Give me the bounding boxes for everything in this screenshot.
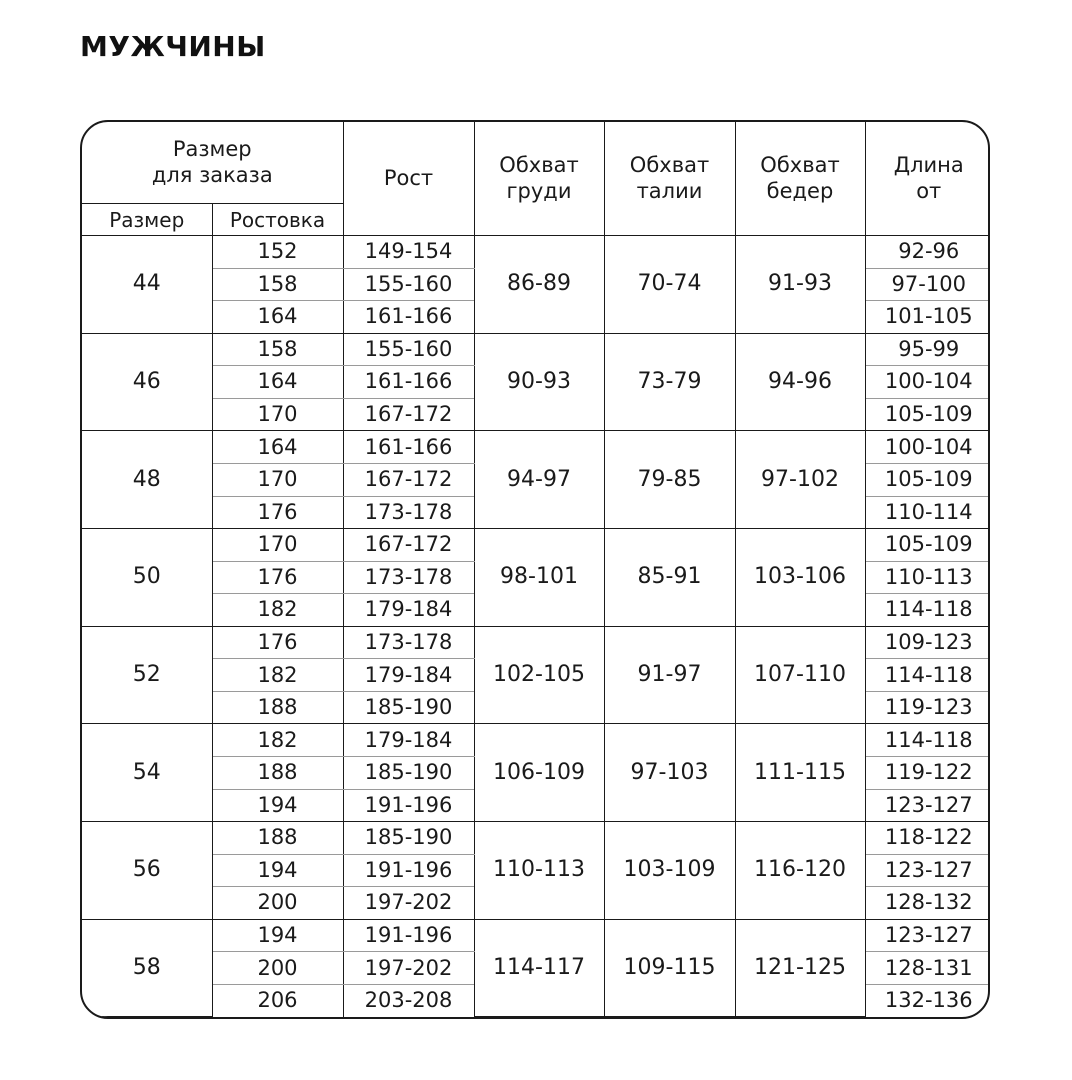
- rostovka-cell: 176: [212, 626, 343, 659]
- rostovka-cell: 188: [212, 757, 343, 790]
- rostovka-cell: 194: [212, 789, 343, 822]
- rostovka-cell: 164: [212, 301, 343, 334]
- rostovka-cell: 164: [212, 431, 343, 464]
- height-cell: 179-184: [343, 659, 474, 692]
- size-cell: 58: [82, 919, 212, 1016]
- hips-cell: 103-106: [735, 529, 865, 627]
- rostovka-cell: 206: [212, 984, 343, 1016]
- waist-cell: 91-97: [604, 626, 735, 724]
- height-cell: 167-172: [343, 398, 474, 431]
- header-length-line2: от: [916, 178, 942, 203]
- height-cell: 197-202: [343, 952, 474, 985]
- height-cell: 191-196: [343, 919, 474, 952]
- height-cell: 161-166: [343, 301, 474, 334]
- length-cell: 97-100: [865, 268, 990, 301]
- header-length: [865, 122, 990, 236]
- header-hips-line1: Обхват: [760, 153, 840, 178]
- header-order-size-line1: Размер: [172, 137, 252, 162]
- table-row: [82, 626, 990, 659]
- rostovka-cell: 176: [212, 561, 343, 594]
- length-cell: 95-99: [865, 333, 990, 366]
- rostovka-cell: 158: [212, 268, 343, 301]
- chest-cell: 102-105: [474, 626, 604, 724]
- header-hips-line2: бедер: [766, 178, 834, 203]
- height-cell: 185-190: [343, 822, 474, 855]
- table-row: [82, 822, 990, 855]
- height-cell: 155-160: [343, 333, 474, 366]
- table-row: [82, 724, 990, 757]
- length-cell: 114-118: [865, 594, 990, 627]
- hips-cell: 116-120: [735, 822, 865, 920]
- height-cell: 173-178: [343, 561, 474, 594]
- header-height-label: Рост: [383, 165, 434, 190]
- hips-cell: 94-96: [735, 333, 865, 431]
- size-cell: 52: [82, 626, 212, 724]
- table-row: [82, 919, 990, 952]
- chest-cell: 90-93: [474, 333, 604, 431]
- length-cell: 109-123: [865, 626, 990, 659]
- length-cell: 118-122: [865, 822, 990, 855]
- height-cell: 191-196: [343, 854, 474, 887]
- height-cell: 185-190: [343, 757, 474, 790]
- rostovka-cell: 170: [212, 463, 343, 496]
- chest-cell: 110-113: [474, 822, 604, 920]
- size-cell: 54: [82, 724, 212, 822]
- height-cell: 185-190: [343, 691, 474, 724]
- length-cell: 100-104: [865, 431, 990, 464]
- length-cell: 123-127: [865, 789, 990, 822]
- hips-cell: 97-102: [735, 431, 865, 529]
- length-cell: 114-118: [865, 659, 990, 692]
- height-cell: 197-202: [343, 887, 474, 920]
- header-chest: [474, 122, 604, 236]
- rostovka-cell: 170: [212, 398, 343, 431]
- rostovka-cell: 164: [212, 366, 343, 399]
- length-cell: 101-105: [865, 301, 990, 334]
- rostovka-cell: 200: [212, 952, 343, 985]
- waist-cell: 85-91: [604, 529, 735, 627]
- chest-cell: 114-117: [474, 919, 604, 1016]
- header-hips: [735, 122, 865, 236]
- header-size: Размер: [82, 204, 212, 236]
- rostovka-cell: 176: [212, 496, 343, 529]
- length-cell: 123-127: [865, 854, 990, 887]
- table-row: [82, 333, 990, 366]
- rostovka-cell: 182: [212, 659, 343, 692]
- rostovka-cell: 200: [212, 887, 343, 920]
- rostovka-cell: 188: [212, 822, 343, 855]
- hips-cell: 111-115: [735, 724, 865, 822]
- length-cell: 119-122: [865, 757, 990, 790]
- waist-cell: 97-103: [604, 724, 735, 822]
- waist-cell: 73-79: [604, 333, 735, 431]
- page-title: МУЖЧИНЫ: [80, 30, 266, 63]
- header-chest-line2: груди: [506, 178, 572, 203]
- rostovka-cell: 194: [212, 854, 343, 887]
- height-cell: 203-208: [343, 984, 474, 1016]
- height-cell: 149-154: [343, 236, 474, 269]
- size-cell: 46: [82, 333, 212, 431]
- height-cell: 161-166: [343, 366, 474, 399]
- height-cell: 167-172: [343, 463, 474, 496]
- waist-cell: 70-74: [604, 236, 735, 334]
- length-cell: 114-118: [865, 724, 990, 757]
- size-cell: 48: [82, 431, 212, 529]
- length-cell: 105-109: [865, 398, 990, 431]
- height-cell: 191-196: [343, 789, 474, 822]
- waist-cell: 103-109: [604, 822, 735, 920]
- waist-cell: 109-115: [604, 919, 735, 1016]
- size-cell: 56: [82, 822, 212, 920]
- hips-cell: 107-110: [735, 626, 865, 724]
- table-row: [82, 431, 990, 464]
- chest-cell: 98-101: [474, 529, 604, 627]
- rostovka-cell: 170: [212, 529, 343, 562]
- height-cell: 179-184: [343, 724, 474, 757]
- header-length-line1: Длина: [893, 153, 964, 178]
- table-row: [82, 529, 990, 562]
- rostovka-cell: 188: [212, 691, 343, 724]
- length-cell: 128-132: [865, 887, 990, 920]
- chest-cell: 106-109: [474, 724, 604, 822]
- size-cell: 50: [82, 529, 212, 627]
- length-cell: 100-104: [865, 366, 990, 399]
- hips-cell: 91-93: [735, 236, 865, 334]
- length-cell: 128-131: [865, 952, 990, 985]
- header-waist-line1: Обхват: [629, 153, 710, 178]
- header-chest-line1: Обхват: [499, 153, 579, 178]
- chest-cell: 86-89: [474, 236, 604, 334]
- height-cell: 167-172: [343, 529, 474, 562]
- length-cell: 92-96: [865, 236, 990, 269]
- length-cell: 119-123: [865, 691, 990, 724]
- length-cell: 110-114: [865, 496, 990, 529]
- rostovka-cell: 152: [212, 236, 343, 269]
- height-cell: 173-178: [343, 626, 474, 659]
- height-cell: 155-160: [343, 268, 474, 301]
- rostovka-cell: 194: [212, 919, 343, 952]
- table-row: [82, 236, 990, 269]
- rostovka-cell: 182: [212, 594, 343, 627]
- chest-cell: 94-97: [474, 431, 604, 529]
- length-cell: 105-109: [865, 463, 990, 496]
- size-cell: 44: [82, 236, 212, 334]
- height-cell: 161-166: [343, 431, 474, 464]
- header-order-size-line2: для заказа: [151, 162, 273, 187]
- header-rostovka: Ростовка: [212, 204, 343, 236]
- header-order-size: [82, 122, 343, 204]
- rostovka-cell: 158: [212, 333, 343, 366]
- waist-cell: 79-85: [604, 431, 735, 529]
- length-cell: 132-136: [865, 984, 990, 1016]
- header-waist: [604, 122, 735, 236]
- height-cell: 173-178: [343, 496, 474, 529]
- size-chart-table: [80, 120, 990, 1019]
- height-cell: 179-184: [343, 594, 474, 627]
- hips-cell: 121-125: [735, 919, 865, 1016]
- length-cell: 110-113: [865, 561, 990, 594]
- rostovka-cell: 182: [212, 724, 343, 757]
- size-table: [82, 122, 990, 1017]
- length-cell: 123-127: [865, 919, 990, 952]
- length-cell: 105-109: [865, 529, 990, 562]
- header-waist-line2: талии: [636, 178, 703, 203]
- header-height: [343, 122, 474, 236]
